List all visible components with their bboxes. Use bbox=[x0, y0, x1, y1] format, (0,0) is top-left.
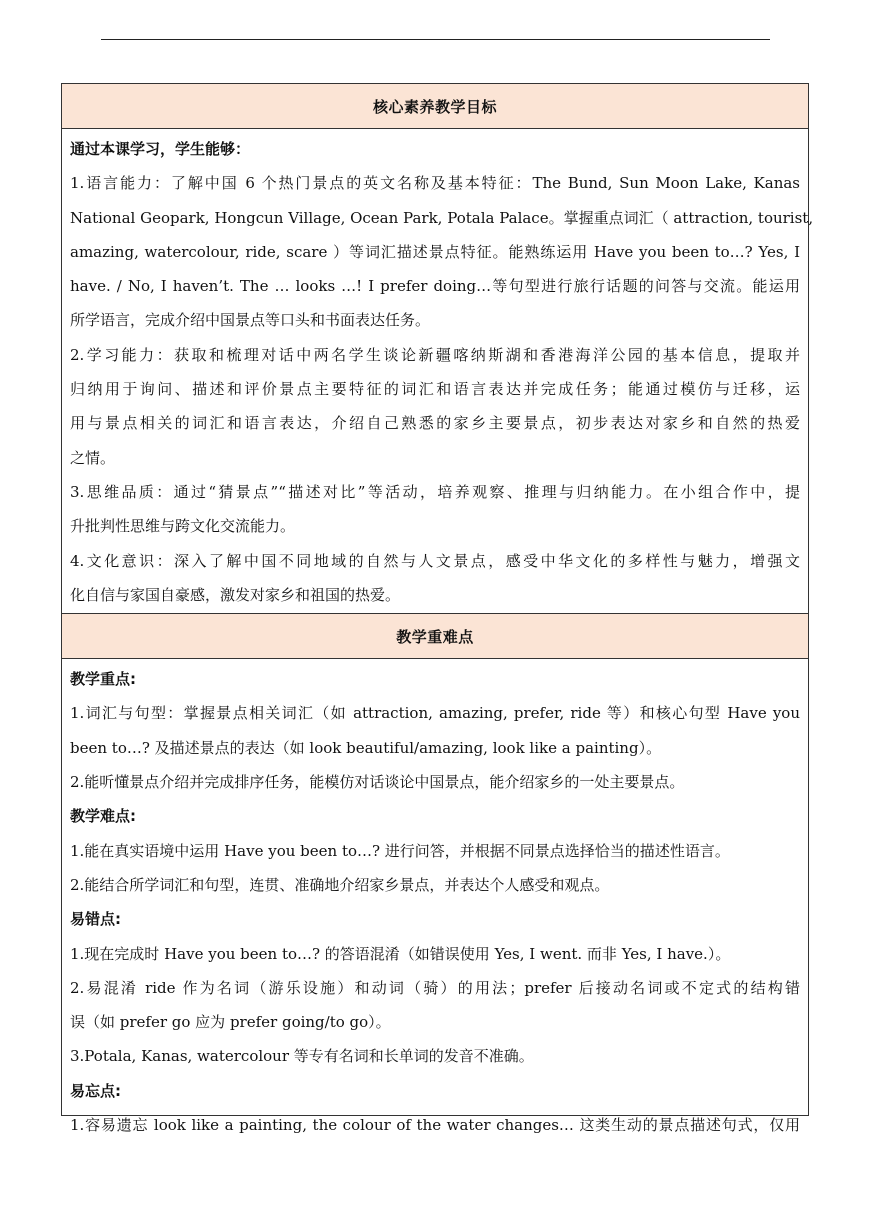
focus-line: been to…? 及描述景点的表达（如 look beautiful/amazing, look like a painting）。 bbox=[70, 738, 662, 757]
goal-line: have. / No, I haven’t. The … looks …! I prefer doing…等句型进行旅行话题的问答与交流。能运用 bbox=[70, 277, 800, 296]
error-line: 误（如 prefer go 应为 prefer going/to go）。 bbox=[70, 1013, 391, 1032]
goals-intro: 通过本课学习，学生能够： bbox=[70, 140, 251, 158]
section-body-goals bbox=[62, 129, 814, 614]
section-body-keypoints bbox=[62, 659, 808, 1135]
error-line: 3.Potala, Kanas, watercolour 等专有名词和长单词的发音不准确。 bbox=[70, 1047, 534, 1066]
goal-line: 化自信与家国自豪感，激发对家乡和祖国的热爱。 bbox=[70, 585, 401, 604]
focus-heading: 教学重点: bbox=[70, 670, 136, 689]
error-line: 2.易混淆 ride 作为名词（游乐设施）和动词（骑）的用法；prefer 后接动名词或不定式的结构错 bbox=[70, 978, 800, 997]
difficulty-line: 2.能结合所学词汇和句型，连贯、准确地介绍家乡景点，并表达个人感受和观点。 bbox=[70, 875, 610, 894]
goal-line: 所学语言，完成介绍中国景点等口头和书面表达任务。 bbox=[70, 311, 431, 330]
lesson-plan-table bbox=[61, 83, 814, 1135]
difficulty-heading: 教学难点: bbox=[70, 807, 136, 826]
goal-line: 3.思维品质：通过“猜景点”“描述对比”等活动，培养观察、推理与归纳能力。在小组合作中，提 bbox=[70, 482, 800, 501]
focus-line: 1.词汇与句型：掌握景点相关词汇（如 attraction, amazing, prefer, ride 等）和核心句型 Have you bbox=[70, 704, 800, 723]
section-title: 教学重难点 bbox=[396, 627, 474, 646]
goal-line: National Geopark, Hongcun Village, Ocean Park, Potala Palace。掌握重点词汇（ attraction, tourist, bbox=[70, 208, 814, 227]
error-heading: 易错点: bbox=[70, 910, 121, 929]
goal-line: 2.学习能力：获取和梳理对话中两名学生谈论新疆喀纳斯湖和香港海洋公园的基本信息，提取并 bbox=[70, 345, 800, 364]
header-rule bbox=[101, 39, 770, 40]
forget-heading: 易忘点: bbox=[70, 1081, 121, 1100]
goal-line: 4.文化意识：深入了解中国不同地域的自然与人文景点，感受中华文化的多样性与魅力，增强文 bbox=[70, 551, 800, 570]
goal-line: 用与景点相关的词汇和语言表达，介绍自己熟悉的家乡主要景点，初步表达对家乡和自然的热爱 bbox=[70, 414, 800, 433]
section-title: 核心素养教学目标 bbox=[372, 97, 497, 116]
forget-line: 1.容易遗忘 look like a painting, the colour of the water changes… 这类生动的景点描述句式，仅用 bbox=[70, 1116, 800, 1135]
goal-line: amazing, watercolour, ride, scare ）等词汇描述景点特征。能熟练运用 Have you been to…? Yes, I bbox=[70, 242, 800, 261]
goal-line: 1.语言能力：了解中国 6 个热门景点的英文名称及基本特征：The Bund, Sun Moon Lake, Kanas bbox=[70, 174, 800, 193]
goal-line: 升批判性思维与跨文化交流能力。 bbox=[70, 517, 296, 536]
goal-line: 归纳用于询问、描述和评价景点主要特征的词汇和语言表达并完成任务；能通过模仿与迁移，运 bbox=[70, 380, 800, 399]
section-header-keypoints bbox=[62, 614, 808, 659]
focus-line: 2.能听懂景点介绍并完成排序任务，能模仿对话谈论中国景点，能介绍家乡的一处主要景点。 bbox=[70, 773, 685, 792]
section-header-goals bbox=[62, 84, 808, 129]
goal-line: 之情。 bbox=[70, 448, 116, 467]
error-line: 1.现在完成时 Have you been to…? 的答语混淆（如错误使用 Yes, I went. 而非 Yes, I have.）。 bbox=[70, 944, 731, 963]
difficulty-line: 1.能在真实语境中运用 Have you been to…? 进行问答，并根据不同景点选择恰当的描述性语言。 bbox=[70, 841, 730, 860]
